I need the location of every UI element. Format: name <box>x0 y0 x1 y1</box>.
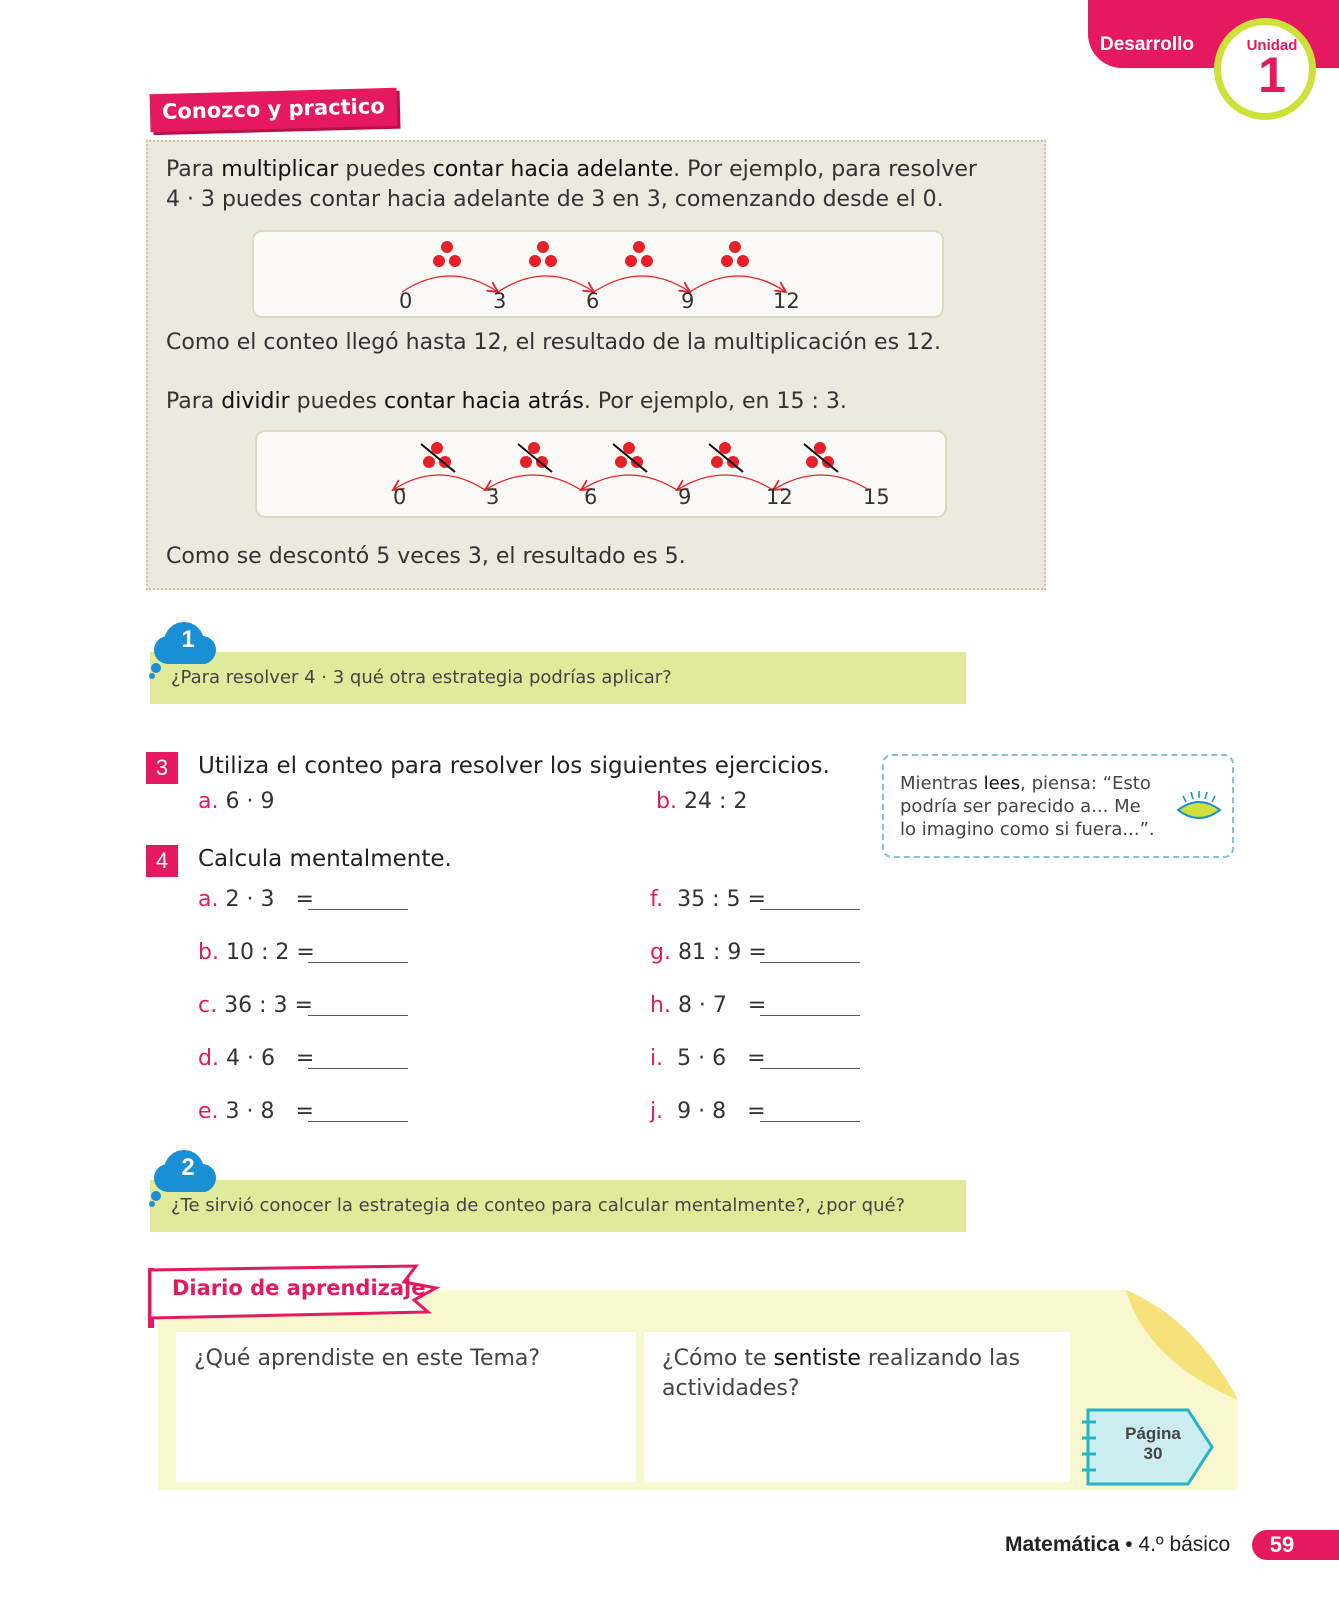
page-ref-label: Página <box>1125 1424 1181 1443</box>
activity-title: Utiliza el conteo para resolver los siguientes ejercicios. <box>198 753 830 779</box>
answer-line[interactable] <box>760 1015 860 1016</box>
number-line-backward-drawing <box>257 432 945 516</box>
mult-paragraph-line2: 4 · 3 puedes contar hacia adelante de 3 en 3, comenzando desde el 0. <box>166 187 944 212</box>
tick-label: 0 <box>399 289 413 313</box>
keyword: contar hacia atrás <box>384 389 584 414</box>
keyword: contar hacia adelante <box>432 157 674 182</box>
exercise-item: i. 5 · 6 = <box>650 1046 766 1071</box>
answer-line[interactable] <box>308 909 408 910</box>
dots-group <box>433 241 749 267</box>
exercise-item: a. 6 · 9 <box>198 789 275 814</box>
footer-text: Matemática • 4.º básico <box>1005 1533 1231 1556</box>
exercise-item: a. 2 · 3 = <box>198 887 314 912</box>
grade: 4.º básico <box>1138 1533 1231 1556</box>
page-number: 59 <box>1269 1532 1295 1557</box>
diario-question-2-line1: ¿Cómo te sentiste realizando las <box>662 1346 1021 1371</box>
reflection-question: ¿Para resolver 4 · 3 qué otra estrategia podrías aplicar? <box>171 667 672 688</box>
exercise-item: b. 24 : 2 <box>656 789 748 814</box>
answer-line[interactable] <box>308 1015 408 1016</box>
tip-line-3: lo imagino como si fuera...”. <box>900 819 1155 840</box>
tick-label: 3 <box>493 289 507 313</box>
exercise-item: d. 4 · 6 = <box>198 1046 315 1071</box>
answer-line[interactable] <box>760 1121 860 1122</box>
subject: Matemática <box>1005 1533 1120 1556</box>
exercise-item: j. 9 · 8 = <box>650 1099 766 1124</box>
exercise-item: c. 36 : 3 = <box>198 993 313 1018</box>
number-line-backward <box>255 430 947 518</box>
tick-label: 3 <box>486 485 500 509</box>
tick-label: 6 <box>584 485 598 509</box>
reflection-number: 1 <box>181 626 195 653</box>
mult-paragraph-line1: Para multiplicar puedes contar hacia adelante. Por ejemplo, para resolver <box>166 157 977 182</box>
number-line-forward <box>252 230 944 318</box>
activity-number: 3 <box>146 752 178 784</box>
activity-number: 4 <box>146 845 178 877</box>
conozco-tag: Conozco y practico <box>150 88 398 132</box>
exercise-item: b. 10 : 2 = <box>198 940 315 965</box>
page-curl-decoration <box>1126 1290 1238 1400</box>
section-title: Desarrollo <box>1100 34 1194 55</box>
answer-line[interactable] <box>308 962 408 963</box>
tip-line-1: Mientras lees, piensa: “Esto <box>900 773 1151 794</box>
exercise-item: e. 3 · 8 = <box>198 1099 314 1124</box>
reflection-number: 2 <box>181 1154 195 1181</box>
unit-label: Unidad <box>1246 37 1298 54</box>
mult-conclusion: Como el conteo llegó hasta 12, el resultado de la multiplicación es 12. <box>166 330 942 355</box>
answer-line[interactable] <box>760 1068 860 1069</box>
diario-question-2-line2: actividades? <box>662 1376 800 1401</box>
tick-label: 9 <box>678 485 692 509</box>
diario-tag: Diario de aprendizaje <box>172 1276 426 1300</box>
exercise-item: g. 81 : 9 = <box>650 940 767 965</box>
answer-line[interactable] <box>760 962 860 963</box>
reflection-question: ¿Te sirvió conocer la estrategia de conteo para calcular mentalmente?, ¿por qué? <box>171 1195 906 1216</box>
tip-line-2: podría ser parecido a... Me <box>900 796 1141 817</box>
unit-number: 1 <box>1258 47 1286 103</box>
tick-label: 15 <box>863 485 890 509</box>
exercise-item: f. 35 : 5 = <box>650 887 766 912</box>
keyword: multiplicar <box>221 157 339 182</box>
div-conclusion: Como se descontó 5 veces 3, el resultado es 5. <box>166 544 686 569</box>
diario-question-1: ¿Qué aprendiste en este Tema? <box>194 1346 541 1371</box>
answer-line[interactable] <box>308 1121 408 1122</box>
page-ref-number: 30 <box>1143 1444 1163 1463</box>
answer-line[interactable] <box>760 909 860 910</box>
activity-title: Calcula mentalmente. <box>198 846 452 872</box>
exercise-item: h. 8 · 7 = <box>650 993 767 1018</box>
div-paragraph: Para dividir puedes contar hacia atrás. Por ejemplo, en 15 : 3. <box>166 389 847 414</box>
tick-label: 0 <box>393 485 407 509</box>
tick-label: 6 <box>586 289 600 313</box>
tick-label: 12 <box>773 289 800 313</box>
tick-label: 12 <box>766 485 793 509</box>
keyword: dividir <box>221 389 290 414</box>
eye-icon <box>1174 788 1224 828</box>
tick-label: 9 <box>681 289 695 313</box>
answer-line[interactable] <box>308 1068 408 1069</box>
crossed-dots-group <box>421 442 838 472</box>
backward-arrows <box>393 475 869 490</box>
